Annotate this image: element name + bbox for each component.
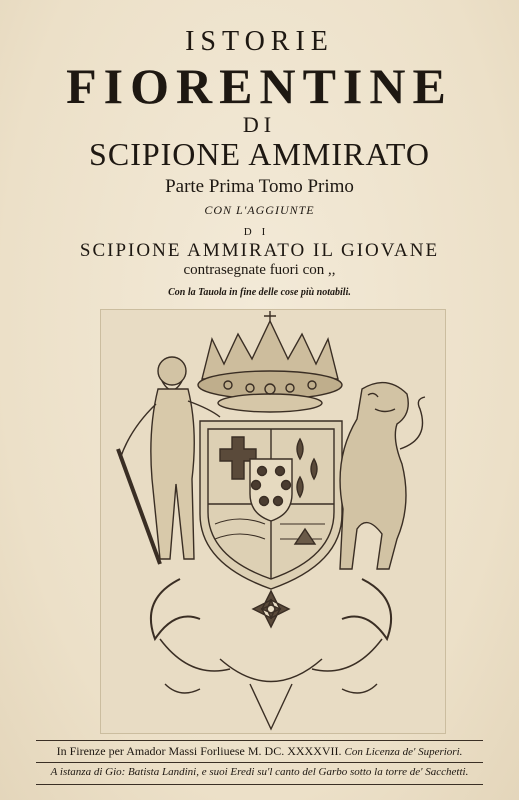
- ducal-crown-icon: [198, 311, 342, 412]
- coat-of-arms-engraving-icon: [100, 309, 446, 734]
- title-line-istorie: ISTORIE: [185, 26, 334, 57]
- additions-author: SCIPIONE AMMIRATO IL GIOVANE: [79, 240, 440, 261]
- order-cross-icon: [253, 591, 289, 627]
- lion-supporter-icon: [340, 383, 425, 569]
- imprint-rule-top: [36, 740, 483, 741]
- bookseller-line: A istanza di Gio: Batista Landini, e suoi Eredi su'l canto del Garbo sotto la torre de' Sacchetti.: [50, 766, 469, 778]
- author-name: SCIPIONE AMMIRATO: [89, 136, 430, 172]
- additions-label: CON L'AGGIUNTE: [204, 203, 315, 217]
- imprint-line: [0, 744, 519, 759]
- volume-label: Parte Prima Tomo Primo: [165, 176, 354, 197]
- additions-di: DI: [243, 226, 276, 238]
- title-line-fiorentine: FIORENTINE: [66, 58, 453, 114]
- title-line-di: DI: [242, 112, 277, 137]
- index-note: Con la Tauola in fine delle cose più notabili.: [168, 287, 351, 298]
- imprint-licence: Con Licenza de' Superiori.: [344, 746, 463, 758]
- medici-balls-icon: [250, 459, 292, 521]
- additions-note: contrasegnate fuori con ,,: [183, 262, 336, 278]
- imprint-rule-middle: [36, 762, 483, 763]
- imprint-place-printer: In Firenze per Amador Massi Forliuese M. DC. XXXXVII.: [56, 744, 342, 758]
- imprint-rule-bottom: [36, 784, 483, 785]
